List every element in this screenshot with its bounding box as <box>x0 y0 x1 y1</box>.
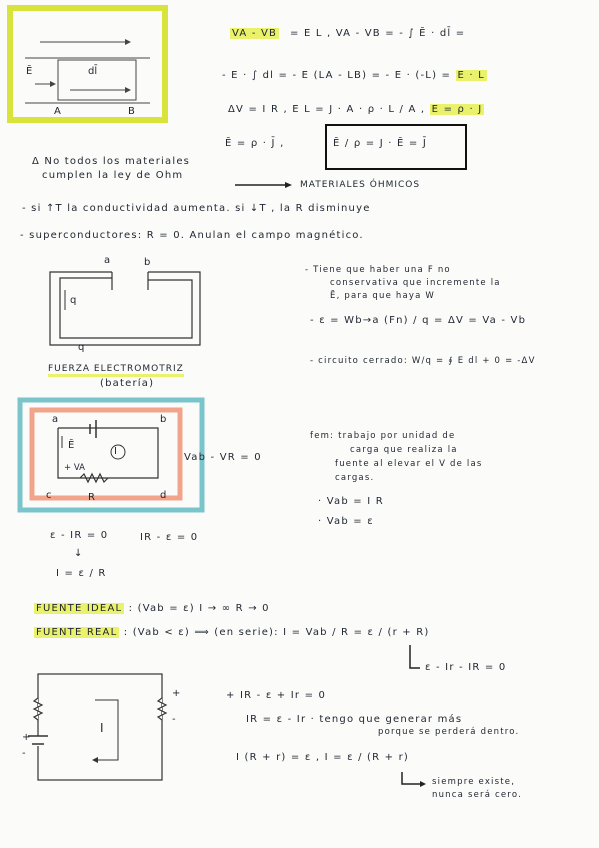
circuit2-label-c: c <box>46 490 52 501</box>
eq-highlight-el: E · L <box>457 70 485 81</box>
bullet-1a: - Tiene que haber una F no <box>305 265 451 275</box>
bullet-1c: Ē, para que haya W <box>330 291 436 301</box>
eq-line-3: ΔV = I R , E L = J · A · ρ · L / A , E = ρ · J <box>228 104 483 115</box>
eq-line-4: Ē = ρ · J̄ , <box>225 138 285 149</box>
bullet-3: - circuito cerrado: W/q = ∮ E dl + 0 = -ΔV <box>310 356 536 366</box>
eq-i-e-r: I = ε / R <box>56 568 107 579</box>
circuit2-label-a: a <box>52 414 59 425</box>
eq-e-ir: ε - IR = 0 <box>50 530 109 541</box>
label-e-field: Ē <box>26 66 33 77</box>
eq-highlight-va-vb: VA - VB <box>232 28 278 39</box>
fem-def-a: fem: trabajo por unidad de <box>310 431 456 441</box>
circuit1-label-a: a <box>104 255 111 266</box>
final-note-b: nunca será cero. <box>432 790 522 800</box>
circuit2-label-va: + VA <box>64 463 85 473</box>
label-dl: dl̄ <box>88 66 98 77</box>
circuit1-label-b: b <box>144 257 151 268</box>
arrow-down: ↓ <box>74 548 83 559</box>
fuente-ideal: FUENTE IDEAL : (Vab = ε) I → ∞ R → 0 <box>36 603 270 614</box>
eq-highlight-rho-j: E = ρ · J <box>431 104 483 115</box>
circuit3-label-i: I <box>100 721 104 735</box>
circuit2-label-e: Ē <box>68 440 75 451</box>
circuit3-plus-left: + <box>22 732 31 743</box>
final-eq-3: I (R + r) = ε , I = ε / (R + r) <box>236 752 410 763</box>
label-b: B <box>128 106 135 117</box>
circuit2-label-b: b <box>160 414 167 425</box>
fuente-real-label: FUENTE REAL <box>36 627 118 638</box>
circuit3-minus-left: - <box>22 748 26 759</box>
fem-def-b: carga que realiza la <box>350 445 458 455</box>
bullet-1b: conservativa que incremente la <box>330 278 501 288</box>
circuit3-minus-right: - <box>172 714 176 725</box>
note-2: - si ↑T la conductividad aumenta. si ↓T , la R disminuye <box>22 203 371 214</box>
materiales-ohmicos: MATERIALES ÓHMICOS <box>300 180 421 190</box>
circuit2-label-r: R <box>88 492 95 503</box>
final-eq-2b: porque se perderá dentro. <box>378 727 520 737</box>
label-a: A <box>54 106 61 117</box>
boxed-equation-text: Ē / ρ = J · Ē = J̄ <box>333 138 428 149</box>
fem-subheading: (batería) <box>100 378 155 389</box>
note-3: - superconductores: R = 0. Anulan el campo magnético. <box>20 230 364 241</box>
fem-def-d: cargas. <box>335 473 375 483</box>
circuit3-plus-right: + <box>172 688 181 699</box>
note-1b: cumplen la ley de Ohm <box>42 170 184 181</box>
fem-def-c: fuente al elevar el V de las <box>335 459 483 469</box>
note-1a: Δ No todos los materiales <box>32 156 191 167</box>
fem-heading: FUERZA ELECTROMOTRIZ <box>48 364 184 377</box>
final-eq-2: IR = ε - Ir · tengo que generar más <box>246 714 463 725</box>
vab-vr-equation: Vab - VR = 0 <box>184 452 262 463</box>
fuente-real-note: ε - Ir - IR = 0 <box>425 662 507 673</box>
eq-ir-e: IR - ε = 0 <box>140 532 199 543</box>
vab-e: · Vab = ε <box>318 516 374 527</box>
final-eq-1: + IR - ε + Ir = 0 <box>226 690 327 701</box>
circuit2-label-i: I <box>114 446 117 457</box>
eq-line-2: - E · ∫ dl = - E (LA - LB) = - E · (-L) = E · L <box>222 70 485 81</box>
vab-ir: · Vab = I R <box>318 496 384 507</box>
fuente-real: FUENTE REAL : (Vab < ε) ⟹ (en serie): I = Vab / R = ε / (r + R) <box>36 627 430 638</box>
circuit1-label-q2: q <box>78 342 85 353</box>
eq-line-1-rest: = E L , VA - VB = - ∫ Ē · dl̄ = <box>290 28 466 39</box>
final-note-a: siempre existe, <box>432 777 516 787</box>
circuit2-label-d: d <box>160 490 167 501</box>
bullet-2: - ε = Wb→a (Fn) / q = ΔV = Va - Vb <box>310 315 527 326</box>
fuente-ideal-label: FUENTE IDEAL <box>36 603 123 614</box>
circuit1-label-q1: q <box>70 295 77 306</box>
